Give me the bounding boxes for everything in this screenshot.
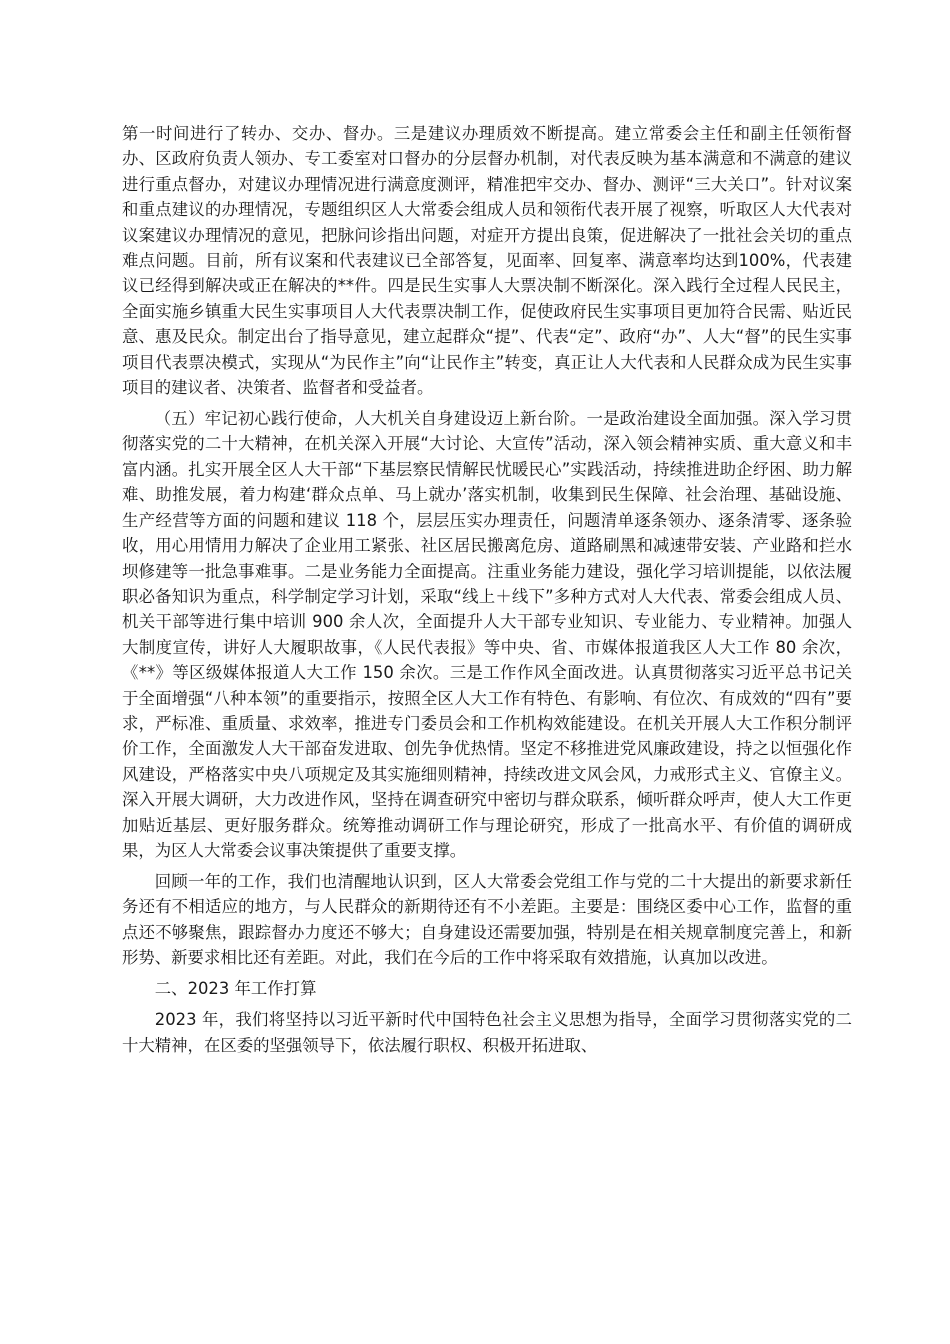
paragraph-organ-building: （五）牢记初心践行使命，人大机关自身建设迈上新台阶。一是政治建设全面加强。深入学习贯彻落实党的二十大精神，在机关深入开展“大讨论、大宣传”活动，深入领会精神实质、重大意义和丰富内涵。扎实开展全区人大干部“下基层察民情解民忧暖民心”实践活动，持续推进助企纾困、助力解难、助推发展，着力构建‘群众点单、马上就办’落实机制，收集到民生保障、社会治理、基础设施、生产经营等方面的问题和建议 118 个，层层压实办理责任，问题清单逐条领办、逐条清零、逐条验收，用心用情用力解决了企业用工紧张、社区居民搬离危房、道路刷黑和减速带安装、产业路和拦水坝修建等一批急事难事。二是业务能力全面提高。注重业务能力建设，强化学习培训提能，以依法履职必备知识为重点，科学制定学习计划，采取“线上＋线下”多种方式对人大代表、常委会组成人员、机关干部等进行集中培训 900 余人次，全面提升人大干部专业知识、专业能力、专业精神。加强人大制度宣传，讲好人大履职故事，《人民代表报》等中央、省、市媒体报道我区人大工作 80 余次，《**》等区级媒体报道人大工作 150 余次。三是工作作风全面改进。认真贯彻落实习近平总书记关于全面增强“八种本领”的重要指示，按照全区人大工作有特色、有影响、有位次、有成效的“四有”要求，严标准、重质量、求效率，推进专门委员会和工作机构效能建设。在机关开展人大工作积分制评价工作，全面激发人大干部奋发进取、创先争优热情。坚定不移推进党风廉政建设，持之以恒强化作风建设，严格落实中央八项规定及其实施细则精神，持续改进文风会风，力戒形式主义、官僚主义。深入开展大调研，大力改进作风，坚持在调查研究中密切与群众联系，倾听群众呼声，使人大工作更加贴近基层、更好服务群众。统筹推动调研工作与理论研究，形成了一批高水平、有价值的调研成果，为区人大常委会议事决策提供了重要支撑。 [122, 409, 852, 860]
paragraph-suggestion-handling: 第一时间进行了转办、交办、督办。三是建议办理质效不断提高。建立常委会主任和副主任领衔督办、区政府负责人领办、专工委室对口督办的分层督办机制，对代表反映为基本满意和不满意的建议进行重点督办，对建议办理情况进行满意度测评，精准把牢交办、督办、测评“三大关口”。针对议案和重点建议的办理情况，专题组织区人大常委会组成人员和领衔代表开展了视察，听取区人大代表对议案建议办理情况的意见，把脉问诊指出问题，对症开方提出良策，促进解决了一批社会关切的重点难点问题。目前，所有议案和代表建议已全部答复，见面率、回复率、满意率均达到100%，代表建议已经得到解决或正在解决的**件。四是民生实事人大票决制不断深化。深入践行全过程人民民主，全面实施乡镇重大民生实事项目人大代表票决制工作，促使政府民生实事项目更加符合民需、贴近民意、惠及民众。制定出台了指导意见，建立起群众“提”、代表“定”、政府“办”、人大“督”的民生实事项目代表票决模式，实现从“为民作主”向“让民作主”转变，真正让人大代表和人民群众成为民生实事项目的建议者、决策者、监督者和受益者。 [122, 124, 852, 398]
paragraph-review-shortcomings: 回顾一年的工作，我们也清醒地认识到，区人大常委会党组工作与党的二十大提出的新要求新任务还有不相适应的地方，与人民群众的新期待还有不小差距。主要是：围绕区委中心工作，监督的重点还不够聚焦，跟踪督办力度还不够大；自身建设还需要加强，特别是在相关规章制度完善上，和新形势、新要求相比还有差距。对此，我们在今后的工作中将采取有效措施，认真加以改进。 [122, 871, 852, 968]
section-heading-2023-plan: 二、2023 年工作打算 [154, 979, 317, 999]
document-page [122, 121, 852, 1058]
paragraph-2023-plan-intro: 2023 年，我们将坚持以习近平新时代中国特色社会主义思想为指导，全面学习贯彻落实党的二十大精神，在区委的坚强领导下，依法履行职权、积极开拓进取、 [122, 1010, 852, 1055]
